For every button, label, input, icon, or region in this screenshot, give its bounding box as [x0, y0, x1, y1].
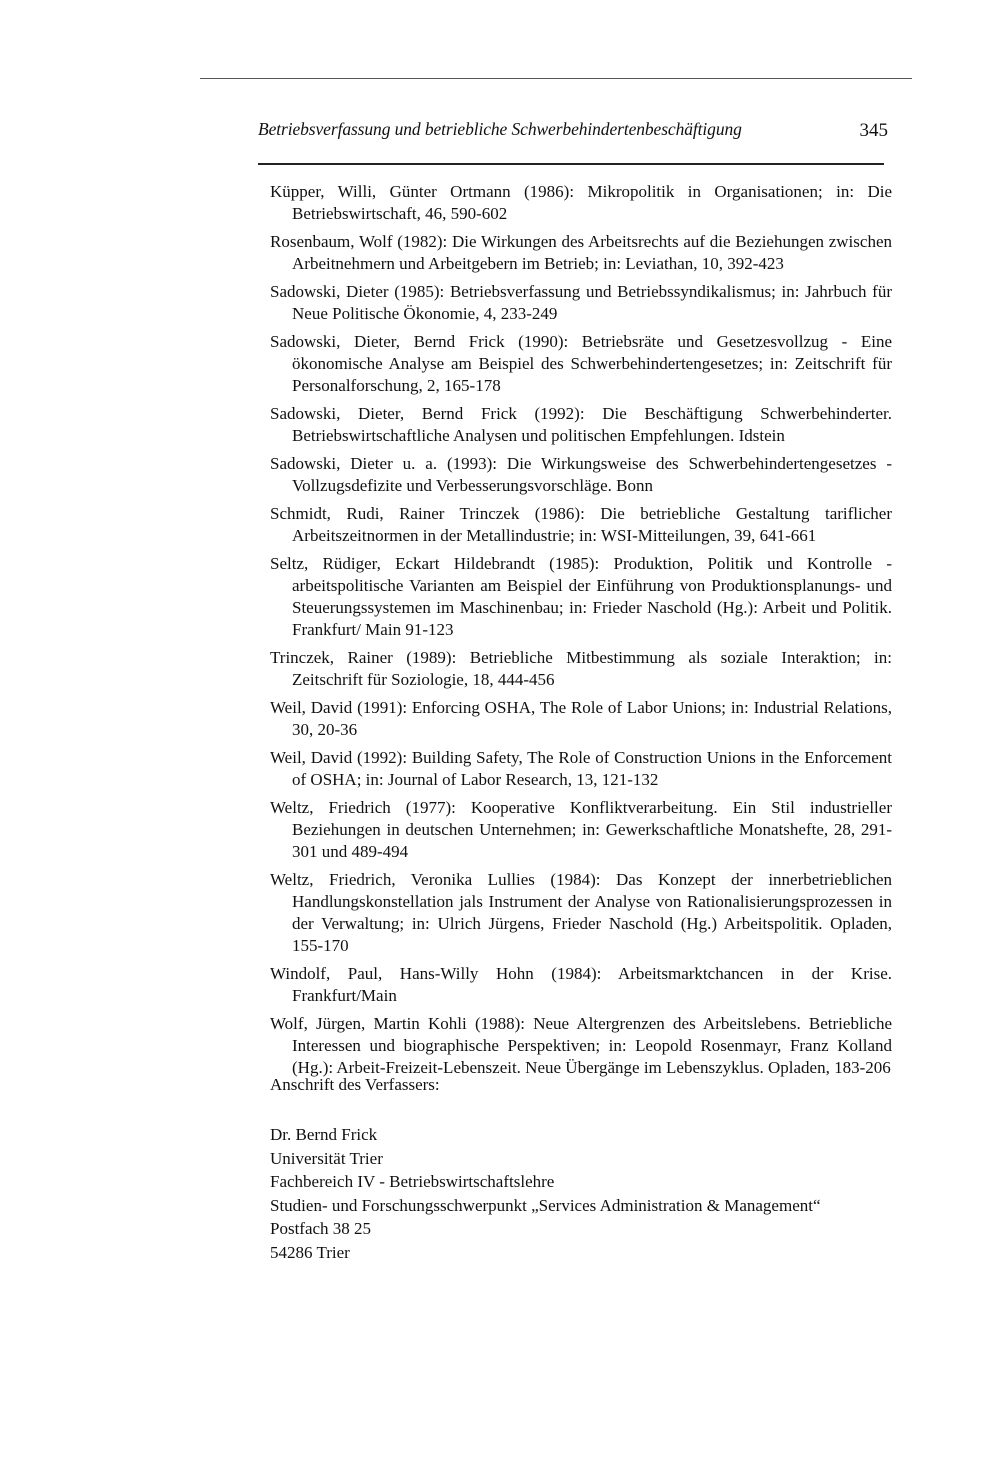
reference-entry: Schmidt, Rudi, Rainer Trinczek (1986): Die betriebliche Gestaltung tariflicher Arbeitszeitnormen in der Metallindustrie; in: WSI-Mitteilungen, 39, 641-661 [270, 504, 892, 545]
running-title: Betriebsverfassung und betriebliche Schwerbehindertenbeschäftigung [258, 119, 742, 139]
address-line-name: Dr. Bernd Frick [270, 1125, 378, 1144]
top-rule [200, 78, 912, 79]
reference-entry: Sadowski, Dieter, Bernd Frick (1992): Die Beschäftigung Schwerbehinderter. Betriebswirtschaftliche Analysen und politischen Empfehlungen. Idstein [270, 404, 892, 445]
address-line-unit: Studien- und Forschungsschwerpunkt „Services Administration & Management“ [270, 1195, 821, 1215]
reference-entry: Windolf, Paul, Hans-Willy Hohn (1984): Arbeitsmarktchancen in der Krise. Frankfurt/Main [270, 964, 892, 1005]
reference-entry: Küpper, Willi, Günter Ortmann (1986): Mikropolitik in Organisationen; in: Die Betriebswirtschaft, 46, 590-602 [270, 182, 892, 223]
address-line-department: Fachbereich IV - Betriebswirtschaftslehre [270, 1172, 555, 1191]
address-line-city: 54286 Trier [270, 1242, 350, 1262]
reference-entry: Wolf, Jürgen, Martin Kohli (1988): Neue Altergrenzen des Arbeitslebens. Betriebliche Interessen und biographische Perspektiven; in: Leopold Rosenmayr, Franz Kolland (Hg.): Arbeit-Freizeit-Lebenszeit. Neue Übergänge im Lebenszyklus. Opladen, 183-206 [270, 1014, 892, 1077]
reference-entry: Weil, David (1992): Building Safety, The Role of Construction Unions in the Enforcement of OSHA; in: Journal of Labor Research, 13, 121-132 [270, 748, 892, 789]
reference-entry: Weltz, Friedrich, Veronika Lullies (1984): Das Konzept der innerbetrieblichen Handlungskonstellation jals Instrument der Analyse von Rationalisierungsprozessen in der Verwaltung; in: Ulrich Jürgens, Frieder Naschold (Hg.) Arbeitspolitik. Opladen, 155-170 [270, 870, 892, 955]
header-rule [258, 163, 884, 165]
running-head [258, 119, 892, 149]
reference-entry: Weil, David (1991): Enforcing OSHA, The Role of Labor Unions; in: Industrial Relations, 30, 20-36 [270, 698, 892, 739]
reference-entry: Rosenbaum, Wolf (1982): Die Wirkungen des Arbeitsrechts auf die Beziehungen zwischen Arbeitnehmern und Arbeitgebern im Betrieb; in: Leviathan, 10, 392-423 [270, 232, 892, 273]
address-heading: Anschrift des Verfassers: [270, 1075, 440, 1094]
reference-entry: Seltz, Rüdiger, Eckart Hildebrandt (1985): Produktion, Politik und Kontrolle - arbeitspolitische Varianten am Beispiel der Einführung von Produktionsplanungs- und Steuerungssystemen im Maschinenbau; in: Frieder Naschold (Hg.): Arbeit und Politik. Frankfurt/ Main 91-123 [270, 554, 892, 639]
author-address [270, 1123, 821, 1264]
address-line-postbox: Postfach 38 25 [270, 1219, 372, 1238]
reference-list [270, 181, 892, 1085]
page-number: 345 [859, 120, 888, 141]
reference-entry: Sadowski, Dieter, Bernd Frick (1990): Betriebsräte und Gesetzesvollzug - Eine ökonomische Analyse am Beispiel des Schwerbehindertengesetzes; in: Zeitschrift für Personalforschung, 2, 165-178 [270, 332, 892, 395]
reference-entry: Sadowski, Dieter u. a. (1993): Die Wirkungsweise des Schwerbehindertengesetzes - Vollzugsdefizite und Verbesserungsvorschläge. Bonn [270, 454, 892, 495]
address-line-university: Universität Trier [270, 1148, 383, 1168]
reference-entry: Weltz, Friedrich (1977): Kooperative Konfliktverarbeitung. Ein Stil industrieller Beziehungen in deutschen Unternehmen; in: Gewerkschaftliche Monatshefte, 28, 291-301 und 489-494 [270, 798, 892, 861]
reference-entry: Sadowski, Dieter (1985): Betriebsverfassung und Betriebssyndikalismus; in: Jahrbuch für Neue Politische Ökonomie, 4, 233-249 [270, 282, 892, 323]
reference-entry: Trinczek, Rainer (1989): Betriebliche Mitbestimmung als soziale Interaktion; in: Zeitschrift für Soziologie, 18, 444-456 [270, 648, 892, 689]
